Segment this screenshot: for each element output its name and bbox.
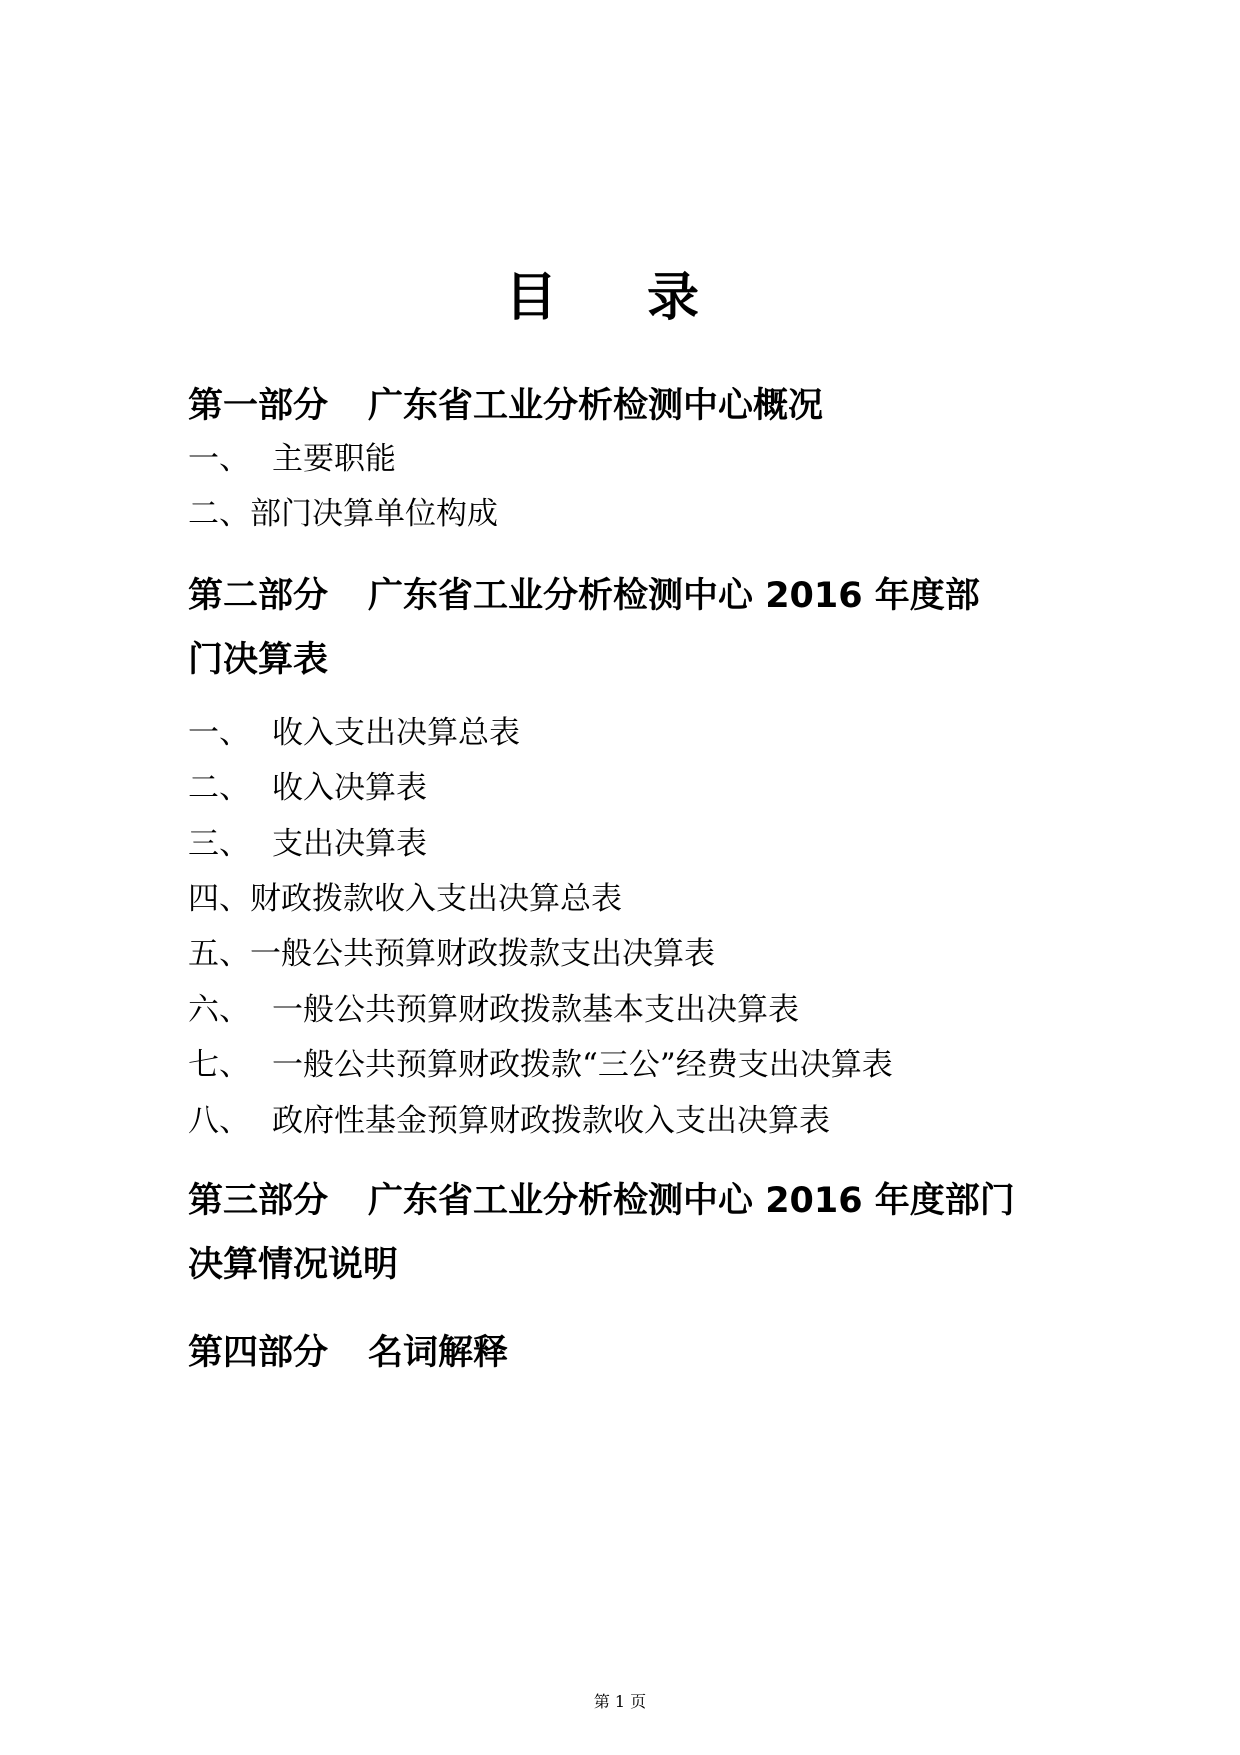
part-2-title: 广东省工业分析检测中心 2016 年度部: [368, 576, 980, 616]
item-number: 一、: [188, 441, 250, 477]
item-number: 七、: [188, 1047, 250, 1083]
item-text: 财政拨款收入支出决算总表: [250, 881, 622, 917]
item-text: 支出决算表: [272, 826, 427, 862]
item-number: 二、: [188, 496, 250, 532]
item-text: 收入决算表: [272, 770, 427, 806]
item-number: 三、: [188, 826, 250, 862]
part-2-item-3: [188, 822, 427, 866]
part-1-label: 第一部分: [188, 386, 329, 426]
part-1-item-2: [188, 492, 498, 536]
item-number: 五、: [188, 936, 250, 972]
item-text: 部门决算单位构成: [250, 496, 498, 532]
page-number: 第 1 页: [593, 1692, 647, 1711]
part-2-item-7: [188, 1043, 893, 1087]
item-text: 一般公共预算财政拨款支出决算表: [250, 936, 715, 972]
part-4-label: 第四部分: [188, 1333, 329, 1373]
part-2-item-6: [188, 988, 799, 1032]
part-3-title: 广东省工业分析检测中心 2016 年度部门: [368, 1181, 1015, 1221]
item-number: 六、: [188, 992, 250, 1028]
toc-title: 目 录: [504, 268, 736, 328]
part-3-heading-continued: 决算情况说明: [188, 1245, 399, 1285]
part-2-item-4: [188, 877, 622, 921]
part-4-heading: [188, 1323, 1068, 1383]
item-number: 八、: [188, 1103, 250, 1139]
item-text: 一般公共预算财政拨款基本支出决算表: [272, 992, 799, 1028]
item-number: 一、: [188, 715, 250, 751]
part-4-title: 名词解释: [368, 1333, 509, 1373]
part-3-label: 第三部分: [188, 1181, 329, 1221]
part-2-label: 第二部分: [188, 576, 329, 616]
part-1-heading: [188, 376, 1068, 436]
item-number: 四、: [188, 881, 250, 917]
part-2-heading-continued: 门决算表: [188, 640, 329, 680]
item-text: 收入支出决算总表: [272, 715, 520, 751]
part-3-heading: [188, 1171, 1068, 1231]
item-text: 政府性基金预算财政拨款收入支出决算表: [272, 1103, 830, 1139]
item-text: 一般公共预算财政拨款“三公”经费支出决算表: [272, 1047, 893, 1083]
part-2-item-1: [188, 711, 520, 755]
item-number: 二、: [188, 770, 250, 806]
part-1-item-1: [188, 437, 396, 481]
part-1-title: 广东省工业分析检测中心概况: [368, 386, 824, 426]
part-2-item-2: [188, 766, 427, 810]
part-2-heading: [188, 566, 1068, 626]
item-text: 主要职能: [272, 441, 396, 477]
part-2-item-8: [188, 1099, 830, 1143]
part-2-item-5: [188, 932, 715, 976]
